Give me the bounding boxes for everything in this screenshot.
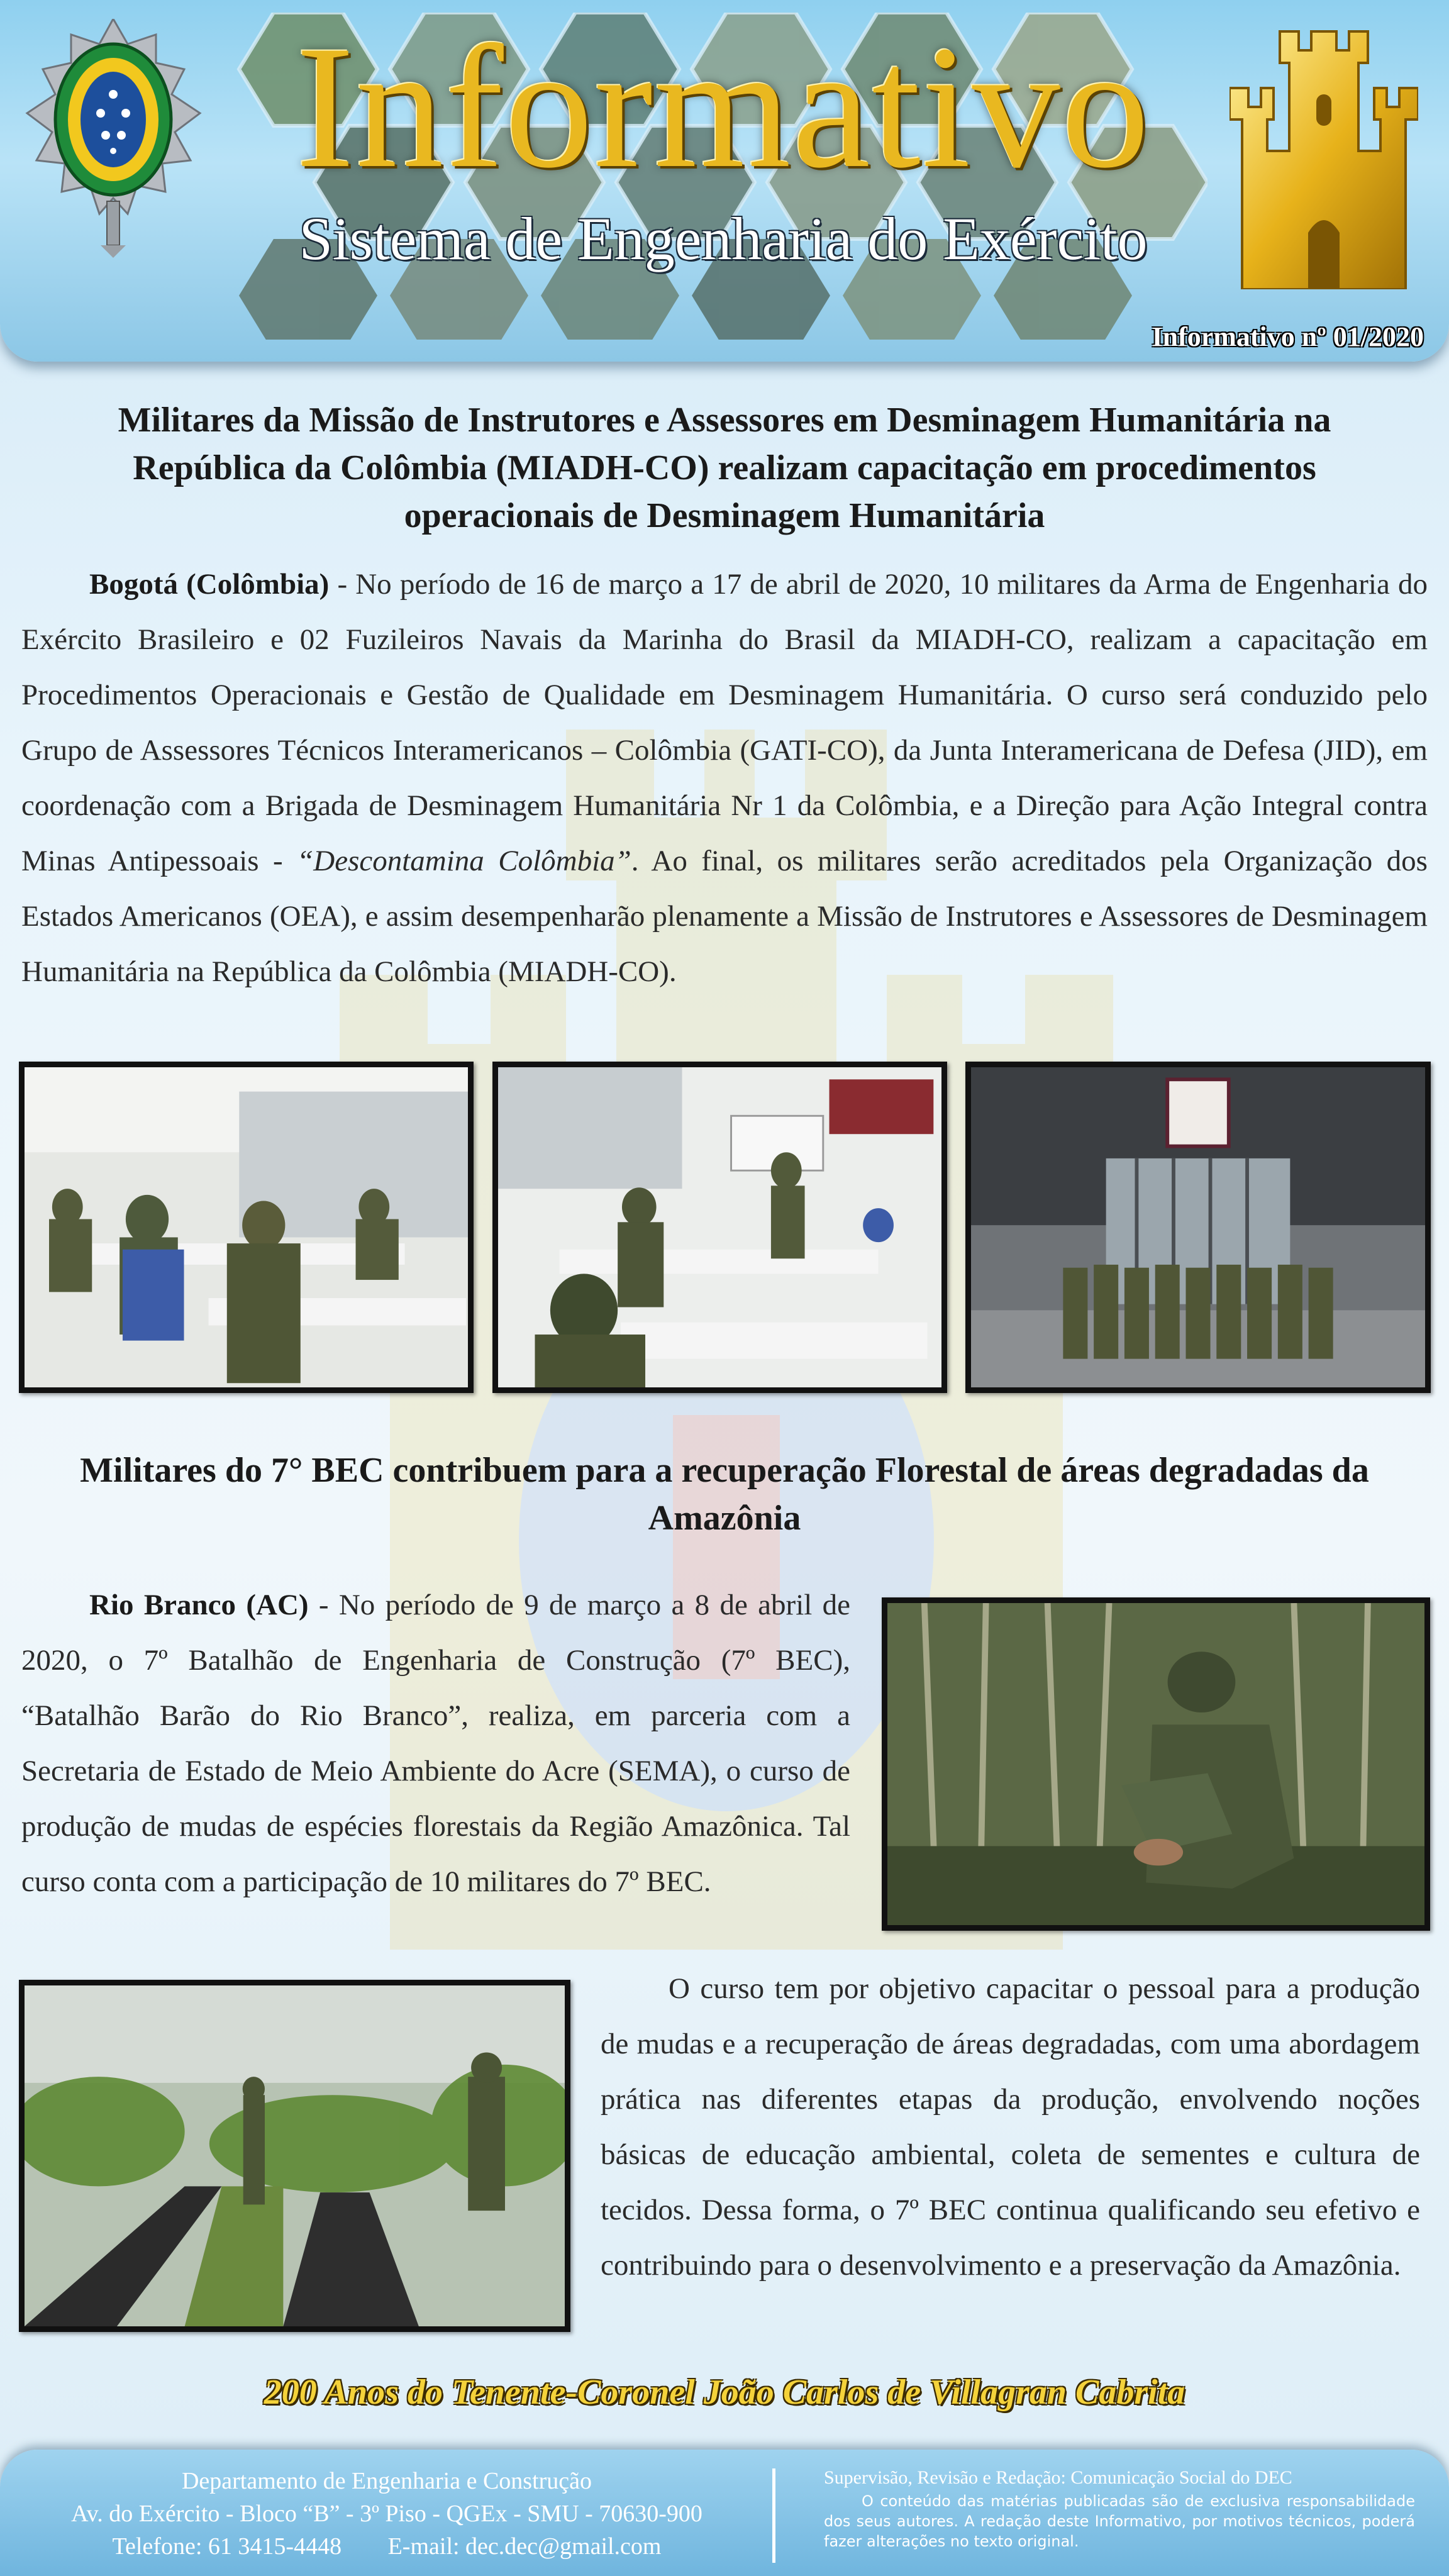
article1-dateline: Bogotá (Colômbia) [89, 568, 330, 601]
issue-number: Informativo nº 01/2020 [1152, 321, 1424, 352]
footer-address: Av. do Exército - Bloco “B” - 3º Piso - QGEx - SMU - 70630-900 [71, 2501, 702, 2527]
masthead-subtitle: Sistema de Engenharia do Exército [299, 205, 1148, 272]
exercito-emblem-icon [24, 19, 203, 258]
footer-email: E-mail: dec.dec@gmail.com [387, 2533, 662, 2560]
footer-divider [772, 2468, 775, 2563]
photo-classroom-1 [19, 1062, 474, 1393]
article2-dateline: Rio Branco (AC) [89, 1589, 309, 1621]
footer-editorial [824, 2465, 1415, 2551]
photo-nursery [19, 1980, 570, 2332]
bicentennial-banner: 200 Anos do Tenente-Coronel João Carlos de Villagran Cabrita [264, 2373, 1185, 2412]
footer-phone-email [25, 2530, 748, 2563]
photo-group-building [965, 1062, 1431, 1393]
footer-contact [25, 2465, 748, 2563]
footer-department: Departamento de Engenharia e Construção [181, 2468, 592, 2494]
article2-text-a: - No período de 9 de março a 8 de abril de 2020, o 7º Batalhão de Engenharia de Construção (7º BEC), “Batalhão Barão do Rio Branco”, realiza, em parceria com a Secretaria de Estado de Meio Ambiente do Acre (SEMA), o curso de produção de mudas de espécies florestais da Região Amazônica. Tal curso conta com a participação de 10 militares do 7º BEC. [21, 1589, 851, 1898]
footer-supervision: Supervisão, Revisão e Redação: Comunicação Social do DEC [824, 2467, 1292, 2488]
article2-body-1 [21, 1577, 850, 1909]
article1-headline: Militares da Missão de Instrutores e Assessores em Desminagem Humanitária na República da Colômbia (MIADH-CO) realizam capacitação em procedimentos operacionais de Desminagem Humanitária [118, 401, 1331, 535]
article2-headline: Militares do 7° BEC contribuem para a recuperação Florestal de áreas degradadas da Amazônia [80, 1451, 1369, 1538]
article1-body [21, 557, 1428, 999]
masthead [0, 0, 1449, 362]
photo-classroom-2 [492, 1062, 947, 1393]
article1-text-a: - No período de 16 de março a 17 de abril de 2020, 10 militares da Arma de Engenharia do Exército Brasileiro e 02 Fuzileiros Navais da Marinha do Brasil da MIADH-CO, realizam a capacitação em Procedimentos Operacionais e Gestão de Qualidade em Desminagem Humanitária. O curso será conduzido pelo Grupo de Assessores Técnicos Interamericanos – Colômbia (GATI-CO), da Junta Interamericana de Defesa (JID), em coordenação com a Brigada de Desminagem Humanitária Nr 1 da Colômbia, e a Direção para Ação Integral contra Minas Antipessoais - [21, 568, 1428, 877]
article1-quote: “Descontamina Colômbia” [297, 845, 631, 877]
footer-phone: Telefone: 61 3415-4448 [112, 2533, 342, 2560]
article2-body-2: O curso tem por objetivo capacitar o pessoal para a produção de mudas e a recuperação de áreas degradadas, com uma abordagem prática nas diferentes etapas da produção, envolvendo noções básicas de educação ambiental, coleta de sementes e cultura de tecidos. Dessa forma, o 7º BEC continua qualificando seu efetivo e contribuindo para o desenvolvimento e a preservação da Amazônia. [601, 1972, 1420, 2282]
article1-text-b: . Ao final, os militares serão acreditados pela Organização dos Estados Americanos (OEA), e assim desempenharão plenamente a Missão de Instrutores e Assessores de Desminagem Humanitária na República da Colômbia (MIADH-CO). [21, 845, 1428, 988]
footer-disclaimer: O conteúdo das matérias publicadas são de exclusiva responsabilidade dos seus autores. A redação deste Informativo, por motivos técnicos, poderá fazer alterações no texto original. [824, 2492, 1415, 2550]
photo-soldier-seedlings [882, 1597, 1430, 1931]
footer [0, 2450, 1449, 2576]
engineering-castle-icon [1230, 25, 1418, 289]
masthead-title: Informativo [296, 9, 1151, 204]
